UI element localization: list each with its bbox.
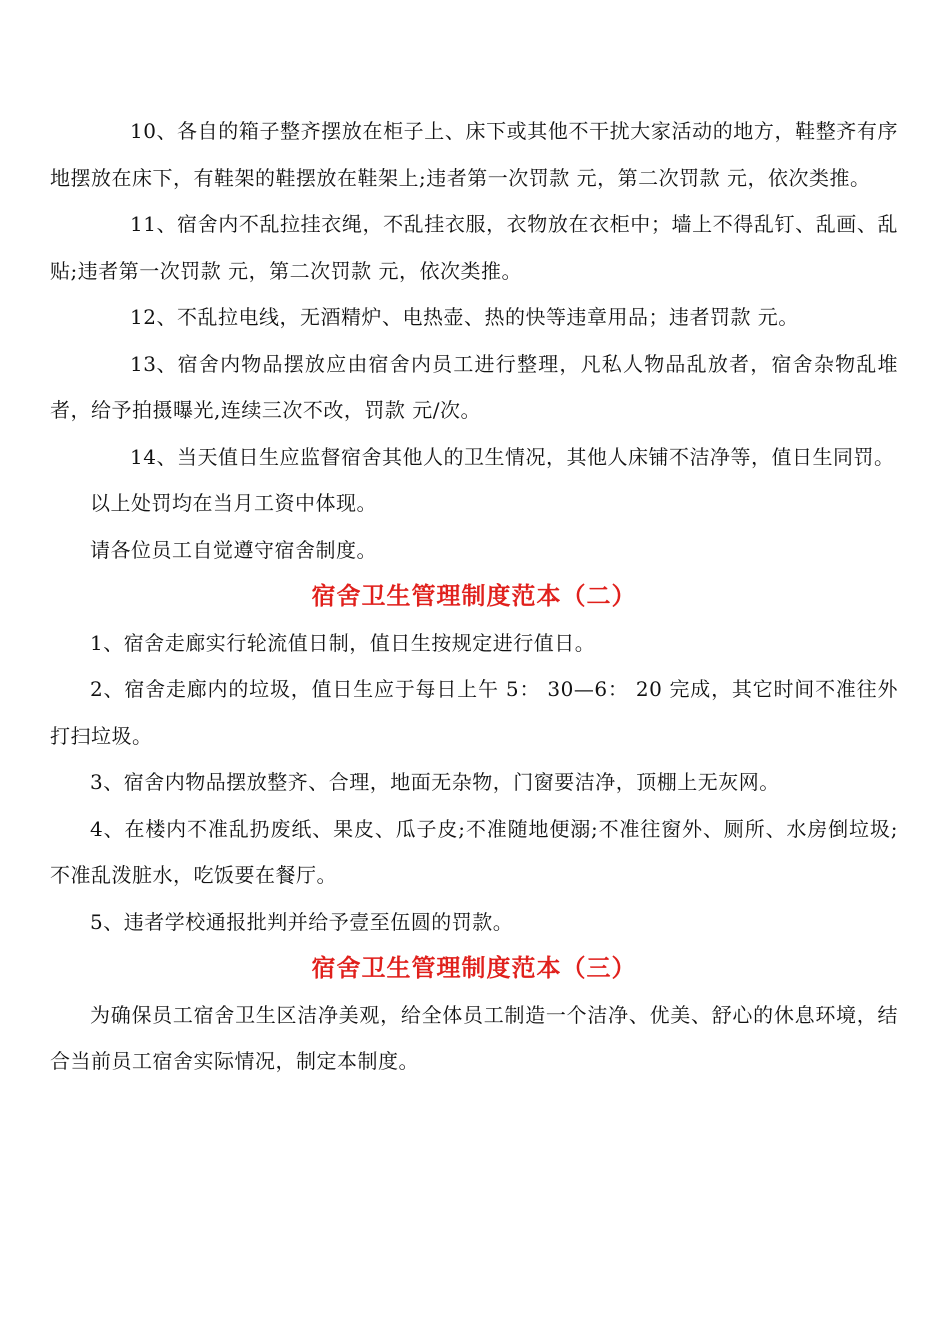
rule-text: 各自的箱子整齐摆放在柜子上、床下或其他不干扰大家活动的地方，鞋整齐有序地摆放在床下，有鞋架的鞋摆放在鞋架上;违者第一次罚款 元，第二次罚款 元，依次类推。 xyxy=(50,119,898,190)
rule-text: 宿舍内不乱拉挂衣绳，不乱挂衣服，衣物放在衣柜中；墙上不得乱钉、乱画、乱贴;违者第一次罚款 元，第二次罚款 元，依次类推。 xyxy=(50,212,898,283)
penalty-note: 以上处罚均在当月工资中体现。 xyxy=(90,491,377,515)
rule-number: 12、 xyxy=(130,305,177,329)
rule-number: 13、 xyxy=(130,351,177,376)
compliance-note: 请各位员工自觉遵守宿舍制度。 xyxy=(90,537,377,562)
rule-number: 11、 xyxy=(130,212,177,236)
rule-text: 当天值日生应监督宿舍其他人的卫生情况，其他人床铺不洁净等，值日生同罚。 xyxy=(176,444,895,469)
document-page xyxy=(50,108,898,1085)
intro-paragraph: 为确保员工宿舍卫生区洁净美观，给全体员工制造一个洁净、优美、舒心的休息环境，结合当前员工宿舍实际情况，制定本制度。 xyxy=(50,1002,898,1073)
rule-text: 宿舍内物品摆放应由宿舍内员工进行整理，凡私人物品乱放者，宿舍杂物乱堆者，给予拍摄曝光,连续三次不改，罚款 元/次。 xyxy=(50,351,898,422)
rule-item-14 xyxy=(50,434,898,481)
rule-item: 2、宿舍走廊内的垃圾，值日生应于每日上午 5： 30—6： 20 完成，其它时间不准往外打扫垃圾。 xyxy=(50,677,898,748)
rule-number: 10、 xyxy=(130,119,177,143)
rule-number: 14、 xyxy=(130,444,177,469)
rule-item: 4、在楼内不准乱扔废纸、果皮、瓜子皮;不准随地便溺;不准往窗外、厕所、水房倒垃圾;不准乱泼脏水，吃饭要在餐厅。 xyxy=(50,816,898,887)
rule-item: 1、宿舍走廊实行轮流值日制，值日生按规定进行值日。 xyxy=(90,630,596,655)
rule-item-13 xyxy=(50,341,898,434)
rule-item: 5、违者学校通报批判并给予壹至伍圆的罚款。 xyxy=(90,909,514,934)
rule-text: 不乱拉电线，无酒精炉、电热壶、热的快等违章用品；违者罚款 元。 xyxy=(176,305,799,329)
rule-item: 3、宿舍内物品摆放整齐、合理，地面无杂物，门窗要洁净，顶棚上无灰网。 xyxy=(90,770,780,794)
rule-item-12 xyxy=(50,294,898,341)
rule-item-10 xyxy=(50,108,898,201)
section-title-three: 宿舍卫生管理制度范本（三） xyxy=(311,953,637,982)
section-title-two: 宿舍卫生管理制度范本（二） xyxy=(311,581,637,610)
rule-item-11 xyxy=(50,201,898,294)
